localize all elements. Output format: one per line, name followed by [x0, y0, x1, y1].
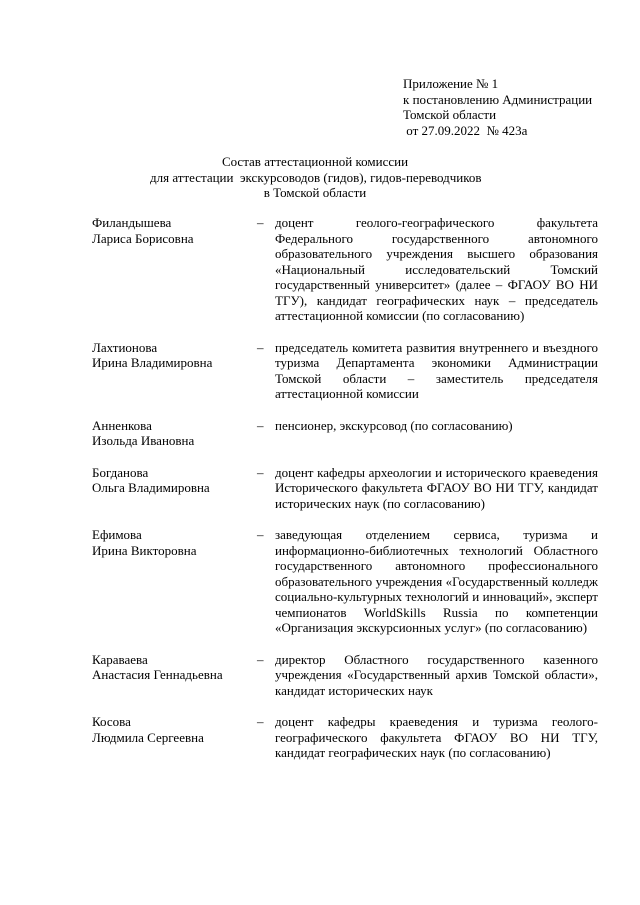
member-name [92, 340, 257, 371]
member-given-names: Ирина Владимировна [92, 355, 213, 370]
member-surname: Караваева [92, 651, 148, 667]
member-given-names: Лариса Борисовна [92, 230, 194, 246]
member-surname: Косова [92, 714, 131, 729]
title-line-3: в Томской области [263, 185, 367, 200]
member-entry [92, 652, 598, 699]
member-entry [92, 215, 598, 324]
member-dash: – [257, 714, 264, 729]
member-surname: Анненкова [92, 417, 152, 433]
member-given-names: Людмила Сергеевна [92, 729, 204, 745]
member-role: заведующая отделением сервиса, туризма и информационно-библиотечных технологий Областного государственного автономного профессионального образовательного учреждения «Государственный колледж социально-культурных технологий и инноваций», эксперт чемпионатов WorldSkills Russia по компетенции «Организация экскурсионных услуг» (по согласованию) [275, 527, 598, 635]
member-given-names: Ирина Викторовна [92, 542, 197, 558]
member-role: председатель комитета развития внутреннего и въездного туризма Департамента экономики Администрации Томской области – заместитель председателя аттестационной комиссии [275, 339, 598, 401]
member-role: доцент кафедры краеведения и туризма геолого-географического факультета ФГАОУ ВО НИ ТГУ, кандидат географических наук (по согласованию) [275, 714, 598, 760]
member-entry [92, 465, 598, 512]
member-role: директор Областного государственного казенного учреждения «Государственный архив Томской области», кандидат исторических наук [275, 651, 598, 698]
member-name [92, 465, 257, 496]
member-dash: – [257, 417, 264, 433]
member-role: доцент кафедры археологии и исторического краеведения Исторического факультета ФГАОУ ВО НИ ТГУ, кандидат исторических наук (по согласованию) [275, 464, 598, 511]
appendix-region: Томской области [403, 107, 497, 122]
member-name [92, 215, 257, 246]
member-name [92, 652, 257, 683]
title-line-1: Состав аттестационной комиссии [221, 154, 409, 169]
member-surname: Филандышева [92, 215, 172, 230]
member-given-names: Ольга Владимировна [92, 480, 210, 495]
member-role: доцент геолого-географического факультета Федерального государственного автономного образовательного учреждения высшего образования «Национальный исследовательский Томский государственный университет» (далее – ФГАОУ ВО НИ ТГУ), кандидат географических наук – председатель аттестационной комиссии (по согласованию) [275, 215, 598, 323]
member-surname: Ефимова [92, 527, 142, 542]
member-given-names: Изольда Ивановна [92, 433, 195, 448]
appendix-number: Приложение № 1 [403, 76, 499, 91]
appendix-date-number: от 27.09.2022 № 423а [403, 122, 528, 138]
member-entry [92, 714, 598, 761]
appendix-reference: к постановлению Администрации [403, 91, 593, 107]
member-dash: – [257, 527, 264, 542]
member-role: пенсионер, экскурсовод (по согласованию) [275, 417, 513, 433]
member-dash: – [257, 215, 264, 230]
title-line-2: для аттестации экскурсоводов (гидов), гидов-переводчиков [150, 169, 482, 185]
member-dash: – [257, 651, 264, 667]
member-dash: – [257, 464, 264, 480]
commission-members-list [92, 215, 598, 761]
member-entry [92, 527, 598, 636]
appendix-block [403, 76, 633, 138]
member-surname: Богданова [92, 464, 149, 480]
document-title [150, 154, 480, 201]
member-entry [92, 340, 598, 402]
member-name [92, 418, 257, 449]
member-surname: Лахтионова [92, 339, 158, 355]
member-name [92, 714, 257, 745]
member-given-names: Анастасия Геннадьевна [92, 667, 223, 682]
member-name [92, 527, 257, 558]
member-entry [92, 418, 598, 449]
member-dash: – [257, 339, 264, 355]
